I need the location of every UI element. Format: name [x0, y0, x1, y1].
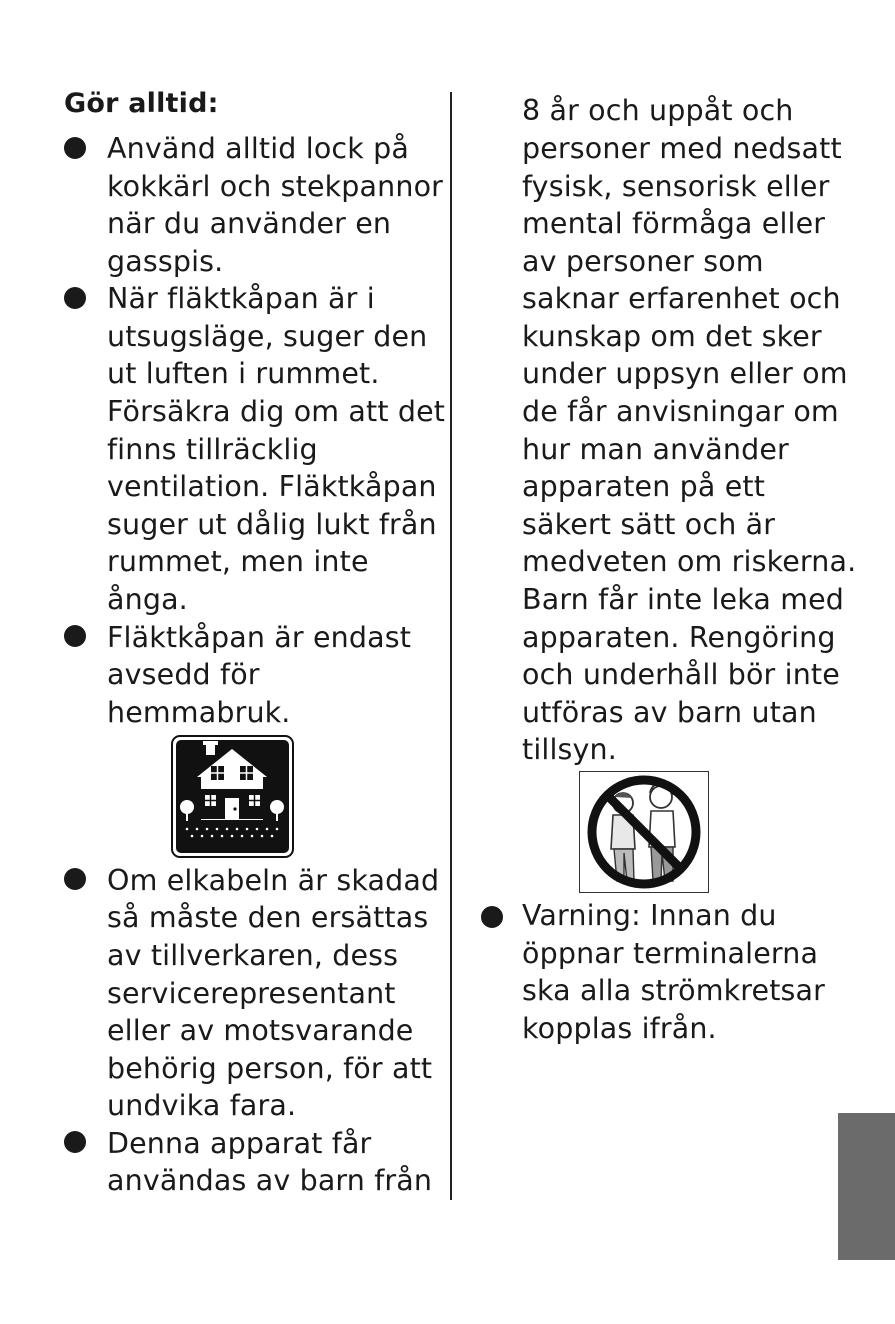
text-line: När fläktkåpan är i: [107, 282, 375, 315]
text-line: när du använder en: [107, 207, 392, 240]
text-line: de får anvisningar om: [522, 395, 839, 428]
text-line: mental förmåga eller: [522, 207, 826, 240]
text-line: kunskap om det sker: [522, 320, 822, 353]
text-line: så måste den ersättas: [107, 901, 429, 934]
text-line: kokkärl och stekpannor: [107, 170, 444, 203]
text-line: Använd alltid lock på: [107, 132, 409, 165]
text-line: och underhåll bör inte: [522, 658, 840, 691]
text-line: utsugsläge, suger den: [107, 320, 428, 353]
text-line: saknar erfarenhet och: [522, 282, 841, 315]
text-line: Fläktkåpan är endast: [107, 621, 412, 654]
text-line: medveten om riskerna.: [522, 545, 857, 578]
text-line: ska alla strömkretsar: [522, 974, 825, 1007]
text-line: servicerepresentant: [107, 977, 396, 1010]
text-line: användas av barn från: [107, 1164, 433, 1197]
house-household-use-icon: [171, 735, 294, 858]
bullet-dot-icon: [481, 906, 503, 928]
text-line: hur man använder: [522, 433, 789, 466]
text-line: avsedd för: [107, 658, 260, 691]
text-line: rummet, men inte: [107, 545, 369, 578]
text-line: undvika fara.: [107, 1089, 297, 1122]
text-line: av tillverkaren, dess: [107, 939, 399, 972]
text-line: ut luften i rummet.: [107, 357, 380, 390]
text-line: Försäkra dig om att det: [107, 395, 446, 428]
text-line: tillsyn.: [522, 733, 617, 766]
heading: Gör alltid:: [64, 88, 219, 119]
text-line: utföras av barn utan: [522, 696, 817, 729]
text-line: Denna apparat får: [107, 1127, 372, 1160]
text-line: Varning: Innan du: [522, 899, 777, 932]
text-line: apparaten på ett: [522, 470, 766, 503]
no-children-playing-icon: [579, 771, 709, 893]
bullet-dot-icon: [64, 868, 86, 890]
text-line: Om elkabeln är skadad: [107, 864, 440, 897]
text-line: öppnar terminalerna: [522, 937, 819, 970]
language-side-tab: [838, 1113, 895, 1260]
text-line: gasspis.: [107, 245, 224, 278]
text-line: kopplas ifrån.: [522, 1012, 717, 1045]
text-line: hemmabruk.: [107, 696, 291, 729]
bullet-dot-icon: [64, 287, 86, 309]
column-divider: [450, 92, 452, 1200]
text-line: personer med nedsatt: [522, 132, 842, 165]
bullet-dot-icon: [64, 625, 86, 647]
text-line: apparaten. Rengöring: [522, 621, 836, 654]
text-line: ånga.: [107, 583, 188, 616]
text-line: suger ut dålig lukt från: [107, 508, 437, 541]
text-line: 8 år och uppåt och: [522, 94, 794, 127]
text-line: finns tillräcklig: [107, 433, 318, 466]
bullet-dot-icon: [64, 137, 86, 159]
bullet-dot-icon: [64, 1131, 86, 1153]
text-line: behörig person, för att: [107, 1052, 433, 1085]
text-line: Barn får inte leka med: [522, 583, 845, 616]
text-line: ventilation. Fläktkåpan: [107, 470, 437, 503]
text-line: av personer som: [522, 245, 764, 278]
text-line: under uppsyn eller om: [522, 357, 848, 390]
text-line: säkert sätt och är: [522, 508, 776, 541]
text-line: eller av motsvarande: [107, 1014, 414, 1047]
text-line: fysisk, sensorisk eller: [522, 170, 830, 203]
